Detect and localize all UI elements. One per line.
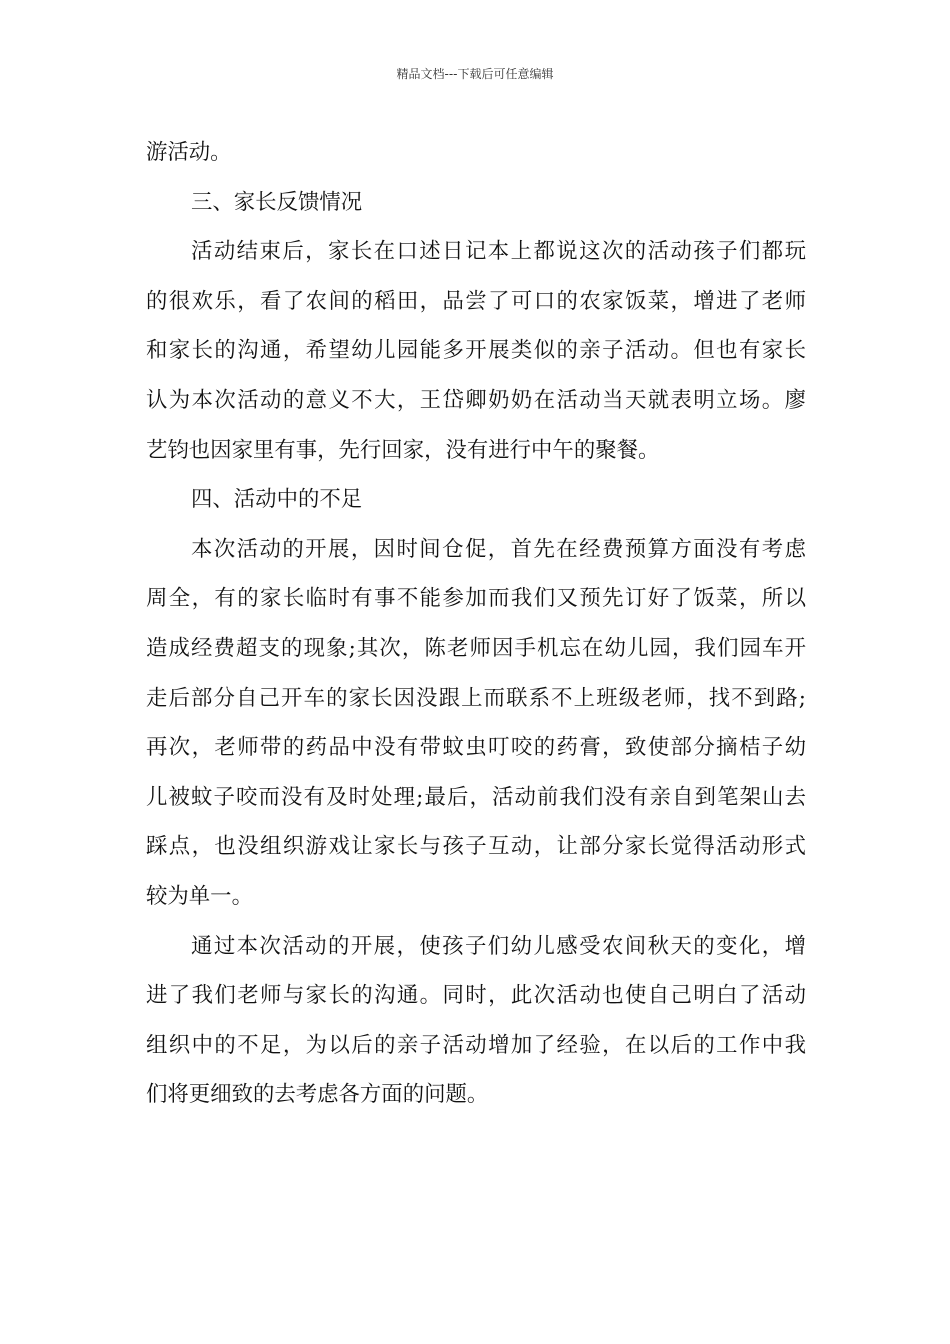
text-line: 活动结束后，家长在口述日记本上都说这次的活动孩子们都玩	[191, 239, 806, 265]
document-body	[146, 128, 806, 1120]
text-line: 踩点，也没组织游戏让家长与孩子互动，让部分家长觉得活动形式	[146, 834, 806, 860]
text-line: 和家长的沟通，希望幼儿园能多开展类似的亲子活动。但也有家长	[146, 338, 806, 364]
text-line: 通过本次活动的开展，使孩子们幼儿感受农间秋天的变化，增	[191, 933, 806, 959]
text-line: 艺钧也因家里有事，先行回家，没有进行中午的聚餐。	[146, 437, 660, 463]
page-header: 精品文档---下载后可任意编辑	[396, 67, 554, 81]
text-line: 游活动。	[146, 140, 232, 165]
section-heading: 四、活动中的不足	[191, 487, 363, 513]
text-line: 造成经费超支的现象;其次，陈老师因手机忘在幼儿园，我们园车开	[146, 635, 806, 661]
text-line: 再次，老师带的药品中没有带蚊虫叮咬的药膏，致使部分摘桔子幼	[146, 735, 806, 761]
text-line: 进了我们老师与家长的沟通。同时，此次活动也使自己明白了活动	[146, 983, 806, 1009]
text-line: 走后部分自己开车的家长因没跟上而联系不上班级老师，找不到路;	[146, 685, 806, 711]
text-line: 本次活动的开展，因时间仓促，首先在经费预算方面没有考虑	[191, 536, 806, 562]
text-line: 组织中的不足，为以后的亲子活动增加了经验，在以后的工作中我	[146, 1032, 806, 1058]
text-line: 儿被蚊子咬而没有及时处理;最后，活动前我们没有亲自到笔架山去	[146, 784, 806, 810]
text-line: 较为单一。	[146, 883, 253, 909]
text-line: 认为本次活动的意义不大，王岱卿奶奶在活动当天就表明立场。廖	[146, 387, 806, 413]
text-line: 周全，有的家长临时有事不能参加而我们又预先订好了饭菜，所以	[146, 586, 806, 612]
text-line: 们将更细致的去考虑各方面的问题。	[146, 1082, 489, 1108]
text-line: 的很欢乐，看了农间的稻田，品尝了可口的农家饭菜，增进了老师	[146, 288, 806, 314]
section-heading: 三、家长反馈情况	[191, 189, 363, 215]
